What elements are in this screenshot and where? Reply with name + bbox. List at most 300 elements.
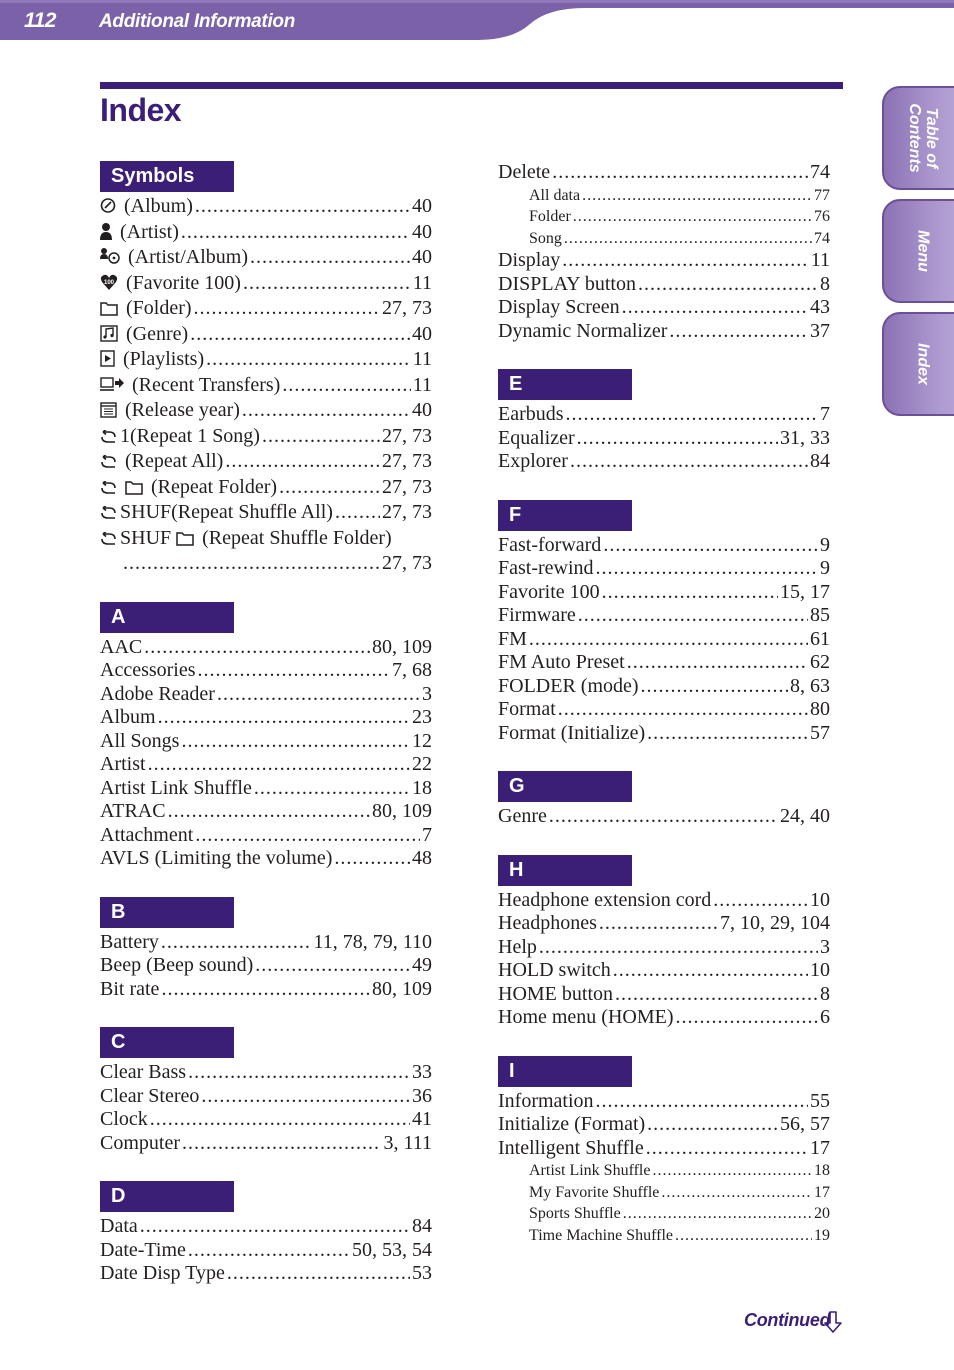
page-ref[interactable]: 10 bbox=[810, 959, 830, 981]
dot-leader bbox=[194, 297, 380, 321]
recent-transfers-icon bbox=[100, 376, 124, 400]
index-entry[interactable] bbox=[498, 427, 830, 451]
tab-index[interactable] bbox=[882, 312, 954, 416]
index-term: Firmware bbox=[498, 604, 576, 626]
page-ref[interactable]: 7 bbox=[820, 403, 830, 425]
index-entry[interactable] bbox=[498, 161, 830, 185]
page-ref[interactable]: 74 bbox=[814, 229, 830, 247]
index-term: (Artist) bbox=[120, 220, 179, 243]
index-term: Format bbox=[498, 698, 556, 720]
dot-leader bbox=[615, 983, 818, 1007]
index-entry[interactable] bbox=[100, 683, 432, 707]
dot-leader bbox=[250, 246, 410, 270]
index-term: HOME button bbox=[498, 982, 613, 1005]
page-ref[interactable]: 27, 73 bbox=[382, 501, 432, 523]
index-term: Headphone extension cord bbox=[498, 888, 712, 911]
dot-leader bbox=[596, 557, 818, 581]
index-entry[interactable] bbox=[498, 185, 830, 207]
index-entry[interactable] bbox=[498, 1203, 830, 1225]
index-entry[interactable] bbox=[498, 1137, 830, 1161]
section-list bbox=[100, 931, 432, 1002]
index-entry[interactable] bbox=[100, 978, 432, 1002]
index-entry[interactable] bbox=[498, 1006, 830, 1030]
index-entry[interactable] bbox=[498, 722, 830, 746]
release-year-icon bbox=[100, 401, 117, 425]
page-ref[interactable]: 40 bbox=[412, 220, 432, 243]
page-ref[interactable]: 43 bbox=[810, 296, 830, 318]
index-term: Favorite 100 bbox=[498, 580, 600, 603]
dot-leader bbox=[190, 323, 410, 347]
page-ref[interactable]: 61 bbox=[810, 627, 830, 650]
page-ref[interactable]: 80, 109 bbox=[372, 977, 432, 1000]
repeat-icon bbox=[100, 452, 117, 476]
page-ref[interactable]: 80 bbox=[810, 698, 830, 720]
index-entry[interactable] bbox=[498, 1090, 830, 1114]
dot-leader bbox=[335, 501, 380, 525]
index-term: AAC bbox=[100, 635, 143, 658]
dot-leader bbox=[558, 698, 808, 722]
index-term: Intelligent Shuffle bbox=[498, 1136, 644, 1159]
page-ref[interactable]: 15, 17 bbox=[780, 580, 830, 603]
dot-leader bbox=[669, 320, 808, 344]
page-ref[interactable]: 33 bbox=[412, 1061, 432, 1083]
index-entry[interactable] bbox=[498, 889, 830, 913]
dot-leader bbox=[539, 936, 818, 960]
dot-leader bbox=[334, 847, 410, 871]
section-header-a: A bbox=[100, 602, 234, 633]
index-term: ATRAC bbox=[100, 800, 166, 822]
page-ref[interactable]: 7, 10, 29, 104 bbox=[720, 912, 830, 934]
symbol-prefix: SHUF bbox=[120, 501, 172, 523]
index-term: (Repeat All) bbox=[125, 450, 224, 472]
index-term: FM bbox=[498, 627, 527, 650]
index-term: Genre bbox=[498, 805, 547, 827]
dot-leader bbox=[225, 450, 380, 474]
page-ref[interactable]: 17 bbox=[814, 1183, 830, 1201]
index-entry[interactable] bbox=[100, 348, 432, 374]
dot-leader bbox=[623, 1203, 812, 1225]
dot-leader bbox=[144, 636, 370, 660]
index-entry[interactable] bbox=[498, 581, 830, 605]
page-ref[interactable]: 3 bbox=[820, 935, 830, 958]
index-term: Adobe Reader bbox=[100, 682, 215, 705]
index-entry[interactable] bbox=[100, 636, 432, 660]
index-term: Bit rate bbox=[100, 977, 160, 1000]
index-entry[interactable] bbox=[100, 800, 432, 824]
dot-leader bbox=[566, 403, 818, 427]
dot-leader bbox=[529, 628, 808, 652]
index-term: Artist Link Shuffle bbox=[100, 776, 252, 799]
page-ref[interactable]: 17 bbox=[810, 1136, 830, 1159]
index-entry[interactable] bbox=[100, 195, 432, 221]
page-ref[interactable]: 11 bbox=[810, 249, 830, 271]
index-entry[interactable] bbox=[100, 954, 432, 978]
dot-leader bbox=[549, 805, 778, 829]
index-entry[interactable] bbox=[498, 228, 830, 250]
index-term: Format (Initialize) bbox=[498, 721, 646, 744]
index-term: FM Auto Preset bbox=[498, 651, 625, 673]
page-ref[interactable]: 40 bbox=[412, 322, 432, 345]
section-header-d: D bbox=[100, 1181, 234, 1212]
dot-leader bbox=[282, 374, 410, 398]
dot-leader bbox=[161, 931, 312, 955]
page-ref[interactable]: 85 bbox=[810, 604, 830, 626]
index-entry[interactable] bbox=[100, 824, 432, 848]
section-list bbox=[100, 1061, 432, 1155]
index-term: Accessories bbox=[100, 659, 196, 681]
index-entry[interactable] bbox=[100, 1239, 432, 1263]
dot-leader bbox=[564, 228, 812, 250]
index-term: Date-Time bbox=[100, 1238, 186, 1261]
index-term: Date Disp Type bbox=[100, 1262, 225, 1284]
index-term: Beep (Beep sound) bbox=[100, 954, 254, 976]
dot-leader bbox=[168, 800, 370, 824]
index-term: Headphones bbox=[498, 912, 597, 934]
index-entry[interactable] bbox=[100, 246, 432, 272]
folder-icon bbox=[176, 529, 194, 553]
index-entry[interactable] bbox=[498, 1225, 830, 1247]
page-ref[interactable]: 7, 68 bbox=[392, 659, 432, 681]
index-entry[interactable] bbox=[100, 374, 432, 400]
index-entry[interactable] bbox=[100, 1132, 432, 1156]
dot-leader bbox=[182, 1132, 381, 1156]
page-ref[interactable]: 80, 109 bbox=[372, 800, 432, 822]
page-ref[interactable]: 36 bbox=[412, 1084, 432, 1107]
index-entry[interactable] bbox=[100, 777, 432, 801]
page-ref[interactable]: 27, 73 bbox=[382, 450, 432, 472]
dot-leader bbox=[661, 1182, 812, 1204]
page-ref[interactable]: 20 bbox=[814, 1205, 830, 1222]
section-header-h: H bbox=[498, 855, 632, 886]
index-term: (Recent Transfers) bbox=[132, 373, 281, 396]
dot-leader bbox=[562, 249, 809, 273]
index-column-left bbox=[100, 161, 432, 1286]
section-header-e: E bbox=[498, 369, 632, 400]
index-term: Initialize (Format) bbox=[498, 1113, 646, 1135]
index-entry[interactable] bbox=[100, 297, 432, 323]
index-entry[interactable] bbox=[498, 206, 830, 228]
page-ref[interactable]: 22 bbox=[412, 753, 432, 775]
index-entry[interactable] bbox=[100, 1085, 432, 1109]
dot-leader bbox=[150, 1108, 410, 1132]
index-entry[interactable] bbox=[100, 450, 432, 476]
index-entry[interactable] bbox=[100, 931, 432, 955]
page-ref[interactable]: 57 bbox=[810, 721, 830, 744]
page-ref[interactable]: 12 bbox=[412, 729, 432, 752]
symbol-prefix: 1 bbox=[120, 424, 130, 447]
dot-leader bbox=[158, 706, 410, 730]
index-entry[interactable] bbox=[498, 249, 830, 273]
page-ref[interactable]: 80, 109 bbox=[372, 635, 432, 658]
index-term: DISPLAY button bbox=[498, 272, 636, 295]
dot-leader bbox=[641, 675, 788, 699]
symbols-list bbox=[100, 195, 432, 576]
index-entry[interactable] bbox=[100, 323, 432, 349]
index-entry[interactable] bbox=[100, 399, 432, 425]
page-ref[interactable]: 8 bbox=[820, 272, 830, 295]
index-term: Attachment bbox=[100, 823, 194, 846]
index-term: All data bbox=[529, 186, 581, 204]
index-term: All Songs bbox=[100, 729, 180, 752]
page-ref[interactable]: 8 bbox=[820, 982, 830, 1005]
page-ref[interactable]: 53 bbox=[412, 1262, 432, 1284]
index-term: Earbuds bbox=[498, 403, 564, 425]
page-title: Index bbox=[100, 92, 182, 128]
dot-leader bbox=[188, 1061, 410, 1085]
dot-leader bbox=[578, 604, 808, 628]
dot-leader bbox=[181, 730, 410, 754]
index-term: (Folder) bbox=[126, 297, 192, 319]
index-term: Computer bbox=[100, 1131, 180, 1154]
section-header-c: C bbox=[100, 1027, 234, 1058]
section-list bbox=[498, 1090, 830, 1247]
index-entry[interactable] bbox=[498, 403, 830, 427]
page-number: 112 bbox=[24, 9, 56, 32]
section-list bbox=[498, 403, 830, 474]
page-ref[interactable]: 40 bbox=[412, 195, 432, 217]
index-term: Sports Shuffle bbox=[529, 1205, 621, 1222]
index-term: Explorer bbox=[498, 450, 568, 472]
index-entry[interactable] bbox=[100, 1262, 432, 1286]
index-term: Battery bbox=[100, 930, 159, 953]
index-entry[interactable] bbox=[498, 698, 830, 722]
index-entry[interactable] bbox=[100, 425, 432, 451]
dot-leader bbox=[577, 427, 778, 451]
page-ref[interactable]: 11 bbox=[412, 271, 432, 294]
repeat-icon bbox=[100, 427, 117, 451]
index-term: Data bbox=[100, 1215, 138, 1237]
dot-leader bbox=[652, 1160, 812, 1182]
index-entry[interactable] bbox=[498, 983, 830, 1007]
index-entry[interactable] bbox=[100, 501, 432, 527]
page-ref[interactable]: 27, 73 bbox=[382, 552, 432, 574]
favorite-100-icon bbox=[100, 274, 118, 298]
page-ref[interactable]: 77 bbox=[814, 186, 830, 204]
index-term: Fast-forward bbox=[498, 533, 602, 556]
page-ref[interactable]: 24, 40 bbox=[780, 805, 830, 827]
page-ref[interactable]: 7 bbox=[422, 823, 432, 846]
section-list bbox=[498, 161, 830, 343]
dot-leader bbox=[602, 581, 778, 605]
repeat-icon bbox=[100, 478, 117, 502]
page-ref[interactable]: 84 bbox=[412, 1215, 432, 1237]
index-term: (Release year) bbox=[125, 399, 240, 421]
artist-album-icon bbox=[100, 247, 120, 272]
index-term: (Genre) bbox=[126, 322, 189, 345]
index-entry[interactable] bbox=[100, 1215, 432, 1239]
index-term: FOLDER (mode) bbox=[498, 674, 639, 697]
section-header-f: F bbox=[498, 500, 632, 531]
page-ref[interactable]: 9 bbox=[820, 533, 830, 556]
dot-leader bbox=[254, 777, 410, 801]
dot-leader bbox=[198, 659, 390, 683]
index-term: HOLD switch bbox=[498, 959, 611, 981]
repeat-icon bbox=[100, 503, 117, 527]
page-ref[interactable]: 50, 53, 54 bbox=[352, 1238, 432, 1261]
index-term: Song bbox=[529, 229, 562, 247]
page-ref[interactable]: 11 bbox=[412, 373, 432, 396]
index-term: (Favorite 100) bbox=[126, 271, 241, 294]
dot-leader bbox=[599, 912, 718, 936]
index-term: My Favorite Shuffle bbox=[529, 1183, 660, 1201]
dot-leader bbox=[140, 1215, 410, 1239]
index-entry[interactable] bbox=[498, 1113, 830, 1137]
dot-leader bbox=[195, 824, 420, 848]
index-entry[interactable] bbox=[100, 1061, 432, 1085]
index-term: Equalizer bbox=[498, 426, 575, 449]
dot-leader bbox=[676, 1006, 818, 1030]
index-term: Clear Stereo bbox=[100, 1084, 200, 1107]
index-term: Album bbox=[100, 706, 156, 728]
index-entry[interactable] bbox=[100, 659, 432, 683]
page-ref[interactable]: 11, 78, 79, 110 bbox=[313, 930, 432, 953]
folder-icon bbox=[100, 299, 118, 323]
index-entry[interactable] bbox=[100, 706, 432, 730]
index-term: (Repeat Folder) bbox=[151, 475, 278, 498]
index-entry[interactable] bbox=[498, 273, 830, 297]
index-entry[interactable] bbox=[100, 753, 432, 777]
index-entry[interactable] bbox=[498, 320, 830, 344]
page-ref[interactable]: 3, 111 bbox=[383, 1131, 432, 1154]
index-term: Display bbox=[498, 249, 561, 271]
continued-label[interactable]: Continued bbox=[744, 1310, 831, 1330]
playlist-icon bbox=[100, 350, 115, 374]
page-ref[interactable]: 40 bbox=[412, 246, 432, 268]
page-ref[interactable]: 9 bbox=[820, 557, 830, 579]
page-ref[interactable]: 27, 73 bbox=[382, 297, 432, 319]
index-term: (Artist/Album) bbox=[128, 246, 248, 268]
page-ref[interactable]: 76 bbox=[814, 208, 830, 225]
index-entry[interactable] bbox=[498, 1182, 830, 1204]
page-ref[interactable]: 27, 73 bbox=[382, 475, 432, 498]
index-term: (Playlists) bbox=[123, 348, 205, 370]
index-entry[interactable] bbox=[498, 1160, 830, 1182]
index-term: Dynamic Normalizer bbox=[498, 319, 668, 342]
index-term: Folder bbox=[529, 208, 571, 225]
page-ref[interactable]: 74 bbox=[810, 161, 830, 183]
index-term: (Repeat 1 Song) bbox=[130, 424, 260, 447]
page-ref[interactable]: 56, 57 bbox=[780, 1113, 830, 1135]
dot-leader bbox=[647, 722, 808, 746]
index-term: Home menu (HOME) bbox=[498, 1006, 674, 1028]
page-ref[interactable]: 40 bbox=[412, 399, 432, 421]
index-entry[interactable] bbox=[498, 628, 830, 652]
page-ref[interactable]: 49 bbox=[412, 954, 432, 976]
dot-leader bbox=[647, 1113, 778, 1137]
dot-leader bbox=[603, 534, 818, 558]
index-entry[interactable] bbox=[100, 527, 432, 576]
tab-label: Index bbox=[914, 343, 932, 385]
section-header-symbols: Symbols bbox=[100, 161, 234, 192]
page-ref[interactable]: 11 bbox=[412, 348, 432, 370]
page-ref[interactable]: 37 bbox=[810, 319, 830, 342]
section-list bbox=[100, 636, 432, 871]
index-entry[interactable] bbox=[100, 847, 432, 871]
index-entry[interactable] bbox=[100, 1108, 432, 1132]
tab-menu[interactable] bbox=[882, 199, 954, 303]
page-ref[interactable]: 27, 73 bbox=[382, 424, 432, 447]
index-entry[interactable] bbox=[498, 675, 830, 699]
page-ref[interactable]: 6 bbox=[820, 1006, 830, 1028]
tab-label: Table of Contents bbox=[906, 103, 940, 173]
repeat-icon bbox=[100, 529, 117, 553]
page-ref[interactable]: 10 bbox=[810, 888, 830, 911]
dot-leader bbox=[279, 476, 380, 500]
page-ref[interactable]: 55 bbox=[810, 1089, 830, 1112]
album-icon bbox=[100, 197, 116, 221]
dot-leader bbox=[675, 1225, 812, 1247]
dot-leader bbox=[195, 195, 410, 219]
dot-leader bbox=[255, 954, 410, 978]
page-ref[interactable]: 23 bbox=[412, 706, 432, 728]
section-list bbox=[498, 534, 830, 746]
dot-leader bbox=[188, 1239, 350, 1263]
dot-leader bbox=[181, 221, 410, 245]
dot-leader bbox=[227, 1262, 410, 1286]
dot-leader bbox=[638, 273, 818, 297]
page-ref[interactable]: 8, 63 bbox=[790, 674, 830, 697]
section-header-g: G bbox=[498, 771, 632, 802]
index-term: (Repeat Shuffle All) bbox=[171, 501, 333, 523]
page-ref[interactable]: 3 bbox=[422, 682, 432, 705]
index-term: Clock bbox=[100, 1108, 148, 1130]
folder-icon bbox=[125, 478, 143, 502]
index-term: Clear Bass bbox=[100, 1061, 187, 1083]
section-title: Additional Information bbox=[99, 11, 296, 32]
index-entry[interactable] bbox=[498, 604, 830, 628]
index-entry[interactable] bbox=[498, 450, 830, 474]
page-ref[interactable]: 18 bbox=[412, 776, 432, 799]
artist-icon bbox=[100, 222, 112, 247]
index-entry[interactable] bbox=[498, 936, 830, 960]
index-term: Information bbox=[498, 1089, 594, 1112]
dot-leader bbox=[646, 1137, 808, 1161]
page-ref[interactable]: 18 bbox=[814, 1162, 830, 1179]
index-entry[interactable] bbox=[498, 557, 830, 581]
dot-leader bbox=[243, 272, 411, 296]
dot-leader bbox=[262, 425, 380, 449]
index-term: Time Machine Shuffle bbox=[529, 1226, 673, 1244]
index-entry[interactable] bbox=[498, 651, 830, 675]
genre-icon bbox=[100, 325, 118, 349]
page-ref[interactable]: 41 bbox=[412, 1108, 432, 1130]
page-ref[interactable]: 31, 33 bbox=[780, 426, 830, 449]
index-term: (Album) bbox=[124, 195, 193, 217]
index-term: Fast-rewind bbox=[498, 557, 594, 579]
index-entry[interactable] bbox=[498, 805, 830, 829]
index-entry[interactable] bbox=[498, 534, 830, 558]
symbol-prefix: SHUF bbox=[120, 526, 172, 549]
section-list bbox=[498, 889, 830, 1030]
index-entry[interactable] bbox=[100, 730, 432, 754]
page-ref[interactable]: 62 bbox=[810, 651, 830, 673]
index-entry[interactable] bbox=[498, 912, 830, 936]
dot-leader bbox=[582, 185, 812, 207]
index-entry[interactable] bbox=[100, 221, 432, 247]
index-entry[interactable] bbox=[100, 272, 432, 298]
page-ref[interactable]: 19 bbox=[814, 1226, 830, 1244]
index-entry[interactable] bbox=[498, 296, 830, 320]
page-ref[interactable]: 84 bbox=[810, 450, 830, 472]
page-ref[interactable]: 48 bbox=[412, 847, 432, 869]
dot-leader bbox=[123, 552, 380, 576]
dot-leader bbox=[613, 959, 808, 983]
index-entry[interactable] bbox=[100, 476, 432, 502]
index-entry[interactable] bbox=[498, 959, 830, 983]
svg-text:100: 100 bbox=[103, 279, 115, 286]
arrow-down-icon[interactable] bbox=[824, 1311, 842, 1333]
tab-table-of-contents[interactable] bbox=[882, 86, 954, 190]
